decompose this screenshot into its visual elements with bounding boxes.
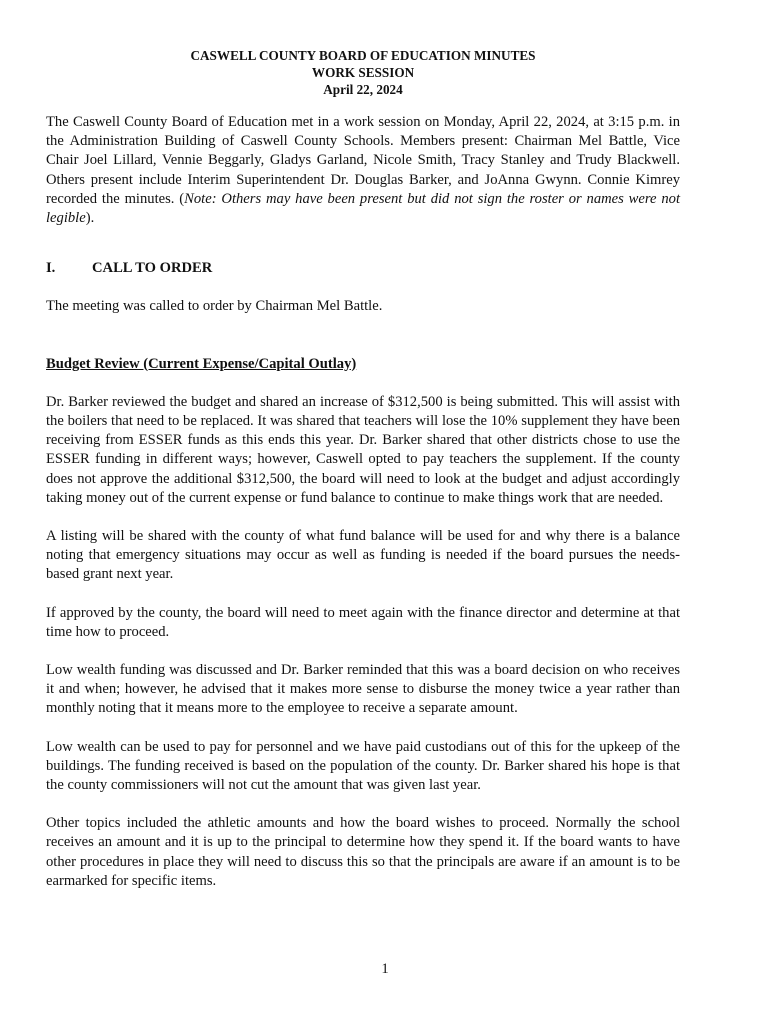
- document-body: [46, 47, 680, 891]
- intro-text: The Caswell County Board of Education met in a work session on Monday, April 22, 2024, at 3:15 p.m. in the Administration Building of Caswell County Schools. Members present: Chairman Mel Battle, Vice Chair Joel Lillard, Vennie Beggarly, Gladys Garland, Nicole Smith, Tracy Stanley and Trudy Blackwell. Others present include Interim Superintendent Dr. Douglas Barker, and JoAnna Gwynn. Connie Kimrey recorded the minutes. (: [46, 114, 680, 207]
- budget-paragraph: If approved by the county, the board will need to meet again with the finance director and determine at that time how to proceed.: [46, 604, 680, 640]
- section-heading: [46, 259, 680, 278]
- call-to-order-paragraph: The meeting was called to order by Chairman Mel Battle.: [46, 298, 383, 315]
- budget-paragraph: Low wealth can be used to pay for personnel and we have paid custodians out of this for the upkeep of the buildings. The funding received is based on the population of the county. Dr. Barker shared his hope is that the county commissioners will not cut the amount that was given last year.: [46, 738, 680, 794]
- intro-close: ).: [85, 210, 95, 227]
- budget-paragraph: A listing will be shared with the county of what fund balance will be used for and why there is a balance noting that emergency situations may occur as well as funding is needed if the board pursues the needs-based grant next year.: [46, 528, 680, 583]
- section-number: I.: [46, 260, 56, 277]
- section-title: CALL TO ORDER: [92, 260, 213, 277]
- header-subtitle: WORK SESSION: [311, 65, 415, 80]
- budget-paragraph: Low wealth funding was discussed and Dr. Barker reminded that this was a board decision on who receives it and when; however, he advised that it makes more sense to disburse the money twice a year rather than monthly noting that it means more to the employee to receive a separate amount.: [46, 662, 680, 717]
- budget-paragraph: Dr. Barker reviewed the budget and shared an increase of $312,500 is being submitted. This will assist with the boilers that need to be replaced. It was shared that teachers will lose the 10% supplement they have been receiving from ESSER funds as this ends this year. Dr. Barker shared that other districts chose to use the ESSER funding in different ways; however, Caswell opted to pay teachers the supplement. If the county does not approve the additional $312,500, the board will need to look at the budget and adjust accordingly taking money out of the current expense or fund balance to continue to make things work that are needed.: [46, 393, 680, 506]
- budget-paragraph: Other topics included the athletic amounts and how the board wishes to proceed. Normally the school receives an amount and it is up to the principal to determine how they spend it. If the board wants to have other procedures in place they will need to discuss this so that the principals are aware if an amount is to be earmarked for specific items.: [46, 815, 680, 889]
- intro-note: Note: Others may have been present but did not sign the roster or names were not legible: [46, 190, 680, 227]
- intro-paragraph: [46, 113, 680, 228]
- budget-review-heading: Budget Review (Current Expense/Capital Outlay): [46, 355, 357, 372]
- page-number: 1: [381, 961, 389, 977]
- header-date: April 22, 2024: [323, 82, 403, 97]
- document-header: [46, 47, 680, 98]
- header-title: CASWELL COUNTY BOARD OF EDUCATION MINUTES: [190, 48, 536, 63]
